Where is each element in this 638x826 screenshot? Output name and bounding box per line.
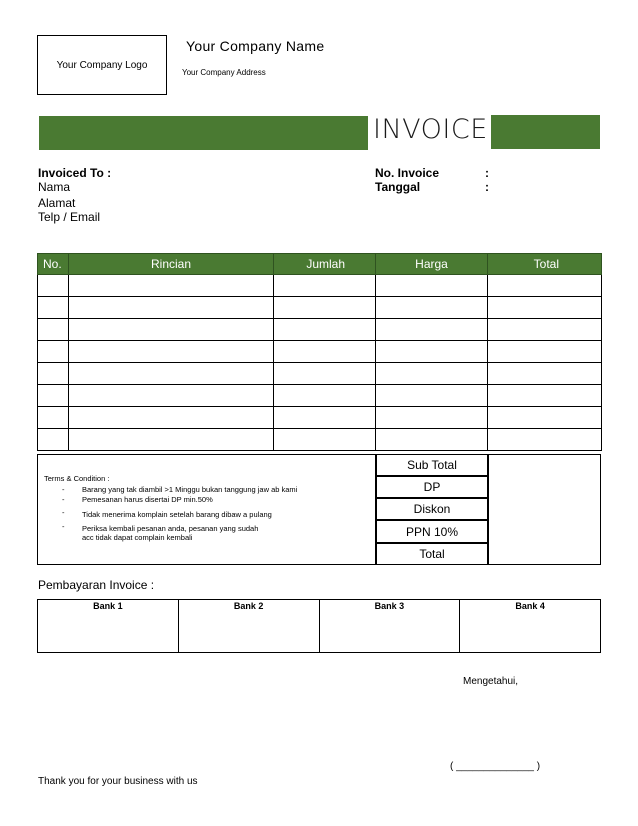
terms-item-1: Barang yang tak diambil >1 Minggu bukan tanggung jaw ab kami: [82, 485, 298, 494]
item-cell: [274, 363, 376, 385]
item-cell: [488, 275, 602, 297]
col-header-rincian: Rincian: [69, 254, 274, 275]
company-address: Your Company Address: [182, 68, 266, 77]
item-cell: [274, 341, 376, 363]
item-cell: [376, 363, 488, 385]
terms-item-3: Tidak menerima komplain setelah barang dibaw a pulang: [82, 510, 272, 519]
summary-total: Total: [376, 543, 488, 565]
company-name: Your Company Name: [186, 38, 325, 54]
item-cell: [38, 319, 69, 341]
terms-title: Terms & Condition :: [44, 474, 110, 483]
items-table: [37, 253, 602, 451]
item-cell: [376, 407, 488, 429]
summary-values-column: [488, 454, 601, 565]
bank-table: [37, 599, 601, 653]
invoiced-to-label: Invoiced To :: [38, 166, 112, 180]
terms-dash-4: -: [62, 522, 65, 531]
payment-label: Pembayaran Invoice :: [38, 578, 155, 592]
title-band-right: [491, 115, 600, 149]
item-cell: [488, 363, 602, 385]
bank-2-details: [178, 615, 319, 653]
client-contact: Telp / Email: [38, 210, 101, 224]
col-header-no: No.: [38, 254, 69, 275]
items-header-row: [38, 254, 602, 275]
item-row: [38, 275, 602, 297]
item-row: [38, 341, 602, 363]
acknowledged-label: Mengetahui,: [463, 676, 519, 687]
invoice-number-colon: :: [485, 166, 489, 180]
col-header-total: Total: [488, 254, 602, 275]
item-row: [38, 429, 602, 451]
bank-4-header: Bank 4: [460, 600, 601, 616]
item-cell: [69, 275, 274, 297]
item-row: [38, 407, 602, 429]
item-row: [38, 363, 602, 385]
item-cell: [69, 385, 274, 407]
title-band-left: [39, 116, 368, 150]
invoice-title: INVOICE: [373, 114, 488, 145]
client-address: Alamat: [38, 196, 76, 210]
item-cell: [488, 407, 602, 429]
bank-4-details: [460, 615, 601, 653]
item-cell: [69, 319, 274, 341]
item-cell: [488, 429, 602, 451]
summary-dp: DP: [376, 476, 488, 498]
item-cell: [69, 429, 274, 451]
item-cell: [69, 297, 274, 319]
item-cell: [376, 297, 488, 319]
logo-text: Your Company Logo: [56, 59, 148, 71]
company-logo-placeholder: [37, 35, 167, 95]
item-cell: [274, 407, 376, 429]
terms-dash-1: -: [62, 485, 65, 494]
invoice-date-colon: :: [485, 180, 489, 194]
col-header-jumlah: Jumlah: [274, 254, 376, 275]
item-cell: [488, 319, 602, 341]
terms-item-4: Periksa kembali pesanan anda, pesanan yang sudah: [82, 524, 259, 533]
summary-subtotal: Sub Total: [376, 454, 488, 476]
item-cell: [274, 385, 376, 407]
item-cell: [488, 341, 602, 363]
item-cell: [274, 275, 376, 297]
item-cell: [69, 407, 274, 429]
item-cell: [376, 429, 488, 451]
bank-3-details: [319, 615, 460, 653]
item-cell: [488, 385, 602, 407]
bank-1-details: [38, 615, 179, 653]
items-body: [38, 275, 602, 451]
item-row: [38, 297, 602, 319]
item-cell: [38, 363, 69, 385]
invoice-number-label: No. Invoice: [375, 166, 440, 180]
item-cell: [376, 275, 488, 297]
item-cell: [488, 297, 602, 319]
item-cell: [376, 341, 488, 363]
item-row: [38, 385, 602, 407]
item-cell: [376, 385, 488, 407]
item-cell: [38, 297, 69, 319]
bank-2-header: Bank 2: [178, 600, 319, 616]
item-cell: [274, 319, 376, 341]
item-cell: [38, 275, 69, 297]
terms-box: [37, 454, 376, 565]
signature-line: ( ______________ ): [450, 761, 541, 772]
summary-ppn: PPN 10%: [376, 520, 488, 543]
terms-dash-3: -: [62, 508, 65, 517]
footer-thanks: Thank you for your business with us: [38, 776, 198, 787]
item-cell: [38, 429, 69, 451]
item-cell: [38, 385, 69, 407]
terms-item-5: acc tidak dapat complain kembali: [82, 533, 193, 542]
invoice-date-label: Tanggal: [375, 180, 421, 194]
client-name: Nama: [38, 180, 71, 194]
item-cell: [38, 407, 69, 429]
terms-item-2: Pemesanan harus disertai DP min.50%: [82, 495, 213, 504]
item-cell: [69, 341, 274, 363]
item-cell: [274, 429, 376, 451]
col-header-harga: Harga: [376, 254, 488, 275]
bank-3-header: Bank 3: [319, 600, 460, 616]
bank-1-header: Bank 1: [38, 600, 179, 616]
item-cell: [274, 297, 376, 319]
summary-diskon: Diskon: [376, 498, 488, 520]
terms-dash-2: -: [62, 495, 65, 504]
item-cell: [69, 363, 274, 385]
item-row: [38, 319, 602, 341]
item-cell: [376, 319, 488, 341]
item-cell: [38, 341, 69, 363]
